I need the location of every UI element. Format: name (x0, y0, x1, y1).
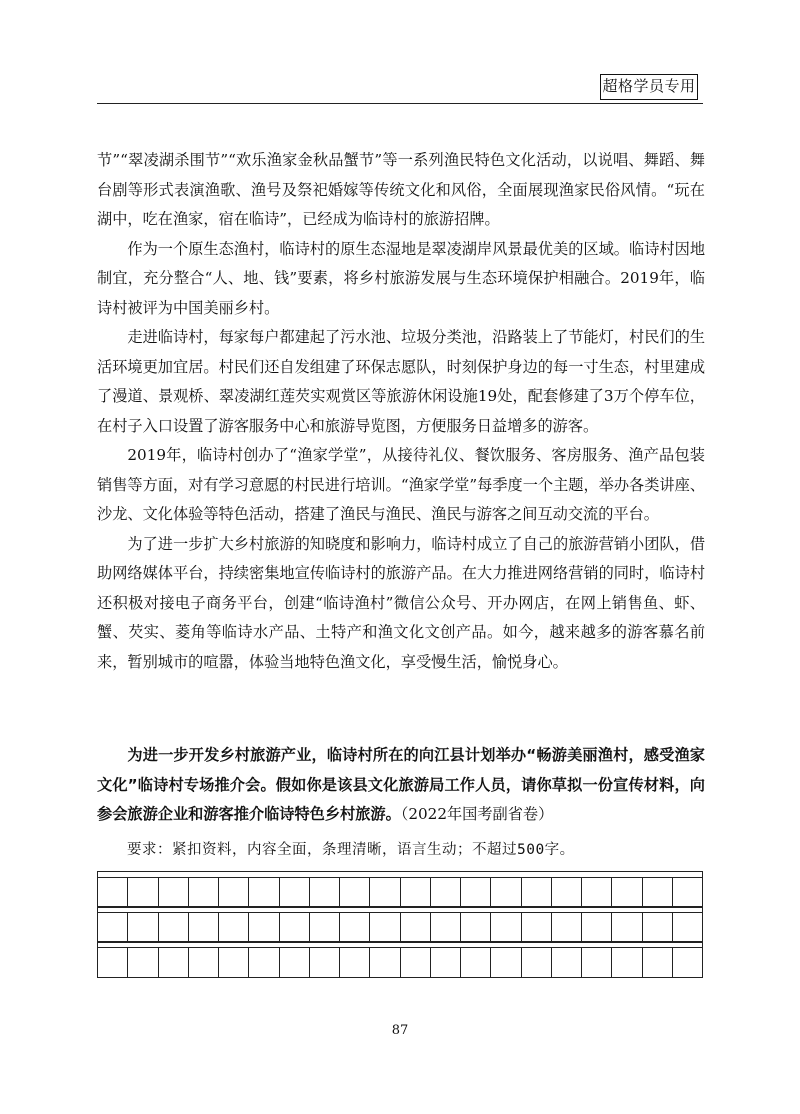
answer-cell[interactable] (159, 878, 189, 907)
answer-cell[interactable] (98, 878, 128, 907)
answer-cell[interactable] (522, 878, 552, 907)
answer-cell[interactable] (370, 913, 400, 942)
answer-cell[interactable] (552, 913, 582, 942)
answer-cell[interactable] (491, 913, 521, 942)
answer-grid-row[interactable] (97, 871, 703, 908)
answer-cell[interactable] (340, 913, 370, 942)
answer-cell[interactable] (280, 948, 310, 977)
answer-cell[interactable] (401, 913, 431, 942)
answer-cell[interactable] (310, 878, 340, 907)
answer-grid-row[interactable] (97, 941, 703, 978)
answer-cell[interactable] (431, 948, 461, 977)
answer-cell[interactable] (219, 878, 249, 907)
answer-cell[interactable] (189, 913, 219, 942)
answer-cell[interactable] (128, 948, 158, 977)
answer-cell[interactable] (219, 913, 249, 942)
answer-cell[interactable] (612, 878, 642, 907)
answer-cell[interactable] (401, 948, 431, 977)
answer-cell[interactable] (643, 913, 673, 942)
task-prompt (97, 741, 705, 830)
answer-cell[interactable] (219, 948, 249, 977)
answer-cell[interactable] (491, 878, 521, 907)
answer-cell[interactable] (552, 948, 582, 977)
answer-cell[interactable] (612, 948, 642, 977)
answer-cell[interactable] (612, 913, 642, 942)
requirements: 要求：紧扣资料，内容全面，条理清晰，语言生动；不超过500字。 (127, 842, 575, 858)
answer-grid-row[interactable] (97, 906, 703, 943)
answer-cell[interactable] (159, 948, 189, 977)
answer-cell[interactable] (340, 948, 370, 977)
answer-cell[interactable] (431, 913, 461, 942)
answer-cell[interactable] (370, 948, 400, 977)
paragraph-3: 走进临诗村，每家每户都建起了污水池、垃圾分类池，沿路装上了节能灯，村民们的生活环境更加宜居。村民们还自发组建了环保志愿队，时刻保护身边的每一寸生态，村里建成了漫道、景观桥、翠凌湖红莲芡实观赏区等旅游休闲设施19处，配套修建了3万个停车位，在村子入口设置了游客服务中心和旅游导览图，方便服务日益增多的游客。 (97, 328, 705, 435)
header-badge: 超格学员专用 (600, 74, 698, 100)
answer-cell[interactable] (249, 913, 279, 942)
answer-cell[interactable] (128, 913, 158, 942)
answer-cell[interactable] (461, 948, 491, 977)
answer-cell[interactable] (643, 878, 673, 907)
answer-cell[interactable] (491, 948, 521, 977)
paragraph-2: 作为一个原生态渔村，临诗村的原生态湿地是翠凌湖岸风景最优美的区域。临诗村因地制宜，充分整合“人、地、钱”要素，将乡村旅游发展与生态环境保护相融合。2019年，临诗村被评为中国美丽乡村。 (97, 239, 705, 317)
answer-cell[interactable] (673, 913, 702, 942)
header-rule (97, 103, 703, 104)
answer-cell[interactable] (98, 913, 128, 942)
answer-cell[interactable] (461, 913, 491, 942)
answer-cell[interactable] (370, 878, 400, 907)
answer-cell[interactable] (461, 878, 491, 907)
answer-cell[interactable] (249, 948, 279, 977)
answer-cell[interactable] (189, 878, 219, 907)
answer-cell[interactable] (128, 878, 158, 907)
answer-cell[interactable] (340, 878, 370, 907)
answer-cell[interactable] (673, 878, 702, 907)
page-number: 87 (391, 1023, 409, 1038)
answer-cell[interactable] (310, 948, 340, 977)
answer-cells[interactable] (97, 877, 703, 908)
answer-cell[interactable] (401, 878, 431, 907)
answer-cell[interactable] (310, 913, 340, 942)
answer-cell[interactable] (280, 878, 310, 907)
answer-cell[interactable] (673, 948, 702, 977)
answer-cell[interactable] (552, 878, 582, 907)
answer-cell[interactable] (582, 878, 612, 907)
paragraph-5: 为了进一步扩大乡村旅游的知晓度和影响力，临诗村成立了自己的旅游营销小团队，借助网络媒体平台，持续密集地宣传临诗村的旅游产品。在大力推进网络营销的同时，临诗村还积极对接电子商务平台，创建“临诗渔村”微信公众号、开办网店，在网上销售鱼、虾、蟹、芡实、菱角等临诗水产品、土特产和渔文化文创产品。如今，越来越多的游客慕名前来，暂别城市的喧嚣，体验当地特色渔文化，享受慢生活，愉悦身心。 (97, 534, 705, 671)
paragraph-1: 节”“翠凌湖杀围节”“欢乐渔家金秋品蟹节”等一系列渔民特色文化活动，以说唱、舞蹈、舞台剧等形式表演渔歌、渔号及祭祀婚嫁等传统文化和风俗，全面展现渔家民俗风情。“玩在湖中，吃在渔家，宿在临诗”，已经成为临诗村的旅游招牌。 (97, 151, 705, 228)
answer-cells[interactable] (97, 947, 703, 978)
answer-cell[interactable] (522, 913, 552, 942)
answer-cell[interactable] (189, 948, 219, 977)
answer-cell[interactable] (280, 913, 310, 942)
answer-cell[interactable] (582, 948, 612, 977)
answer-cell[interactable] (249, 878, 279, 907)
answer-cell[interactable] (522, 948, 552, 977)
answer-cell[interactable] (159, 913, 189, 942)
task-source: （2022年国考副省卷） (400, 805, 554, 823)
answer-cell[interactable] (431, 878, 461, 907)
answer-cell[interactable] (643, 948, 673, 977)
answer-cell[interactable] (582, 913, 612, 942)
paragraph-4: 2019年，临诗村创办了“渔家学堂”，从接待礼仪、餐饮服务、客房服务、渔产品包装销售等方面，对有学习意愿的村民进行培训。“渔家学堂”每季度一个主题，举办各类讲座、沙龙、文化体验等特色活动，搭建了渔民与渔民、渔民与游客之间互动交流的平台。 (97, 446, 705, 523)
material-text (97, 146, 705, 677)
task-text: 为进一步开发乡村旅游产业，临诗村所在的向江县计划举办“畅游美丽渔村，感受渔家文化”临诗村专场推介会。假如你是该县文化旅游局工作人员，请你草拟一份宣传材料，向参会旅游企业和游客推介临诗特色乡村旅游。 (97, 746, 705, 823)
answer-cell[interactable] (98, 948, 128, 977)
answer-cells[interactable] (97, 912, 703, 943)
